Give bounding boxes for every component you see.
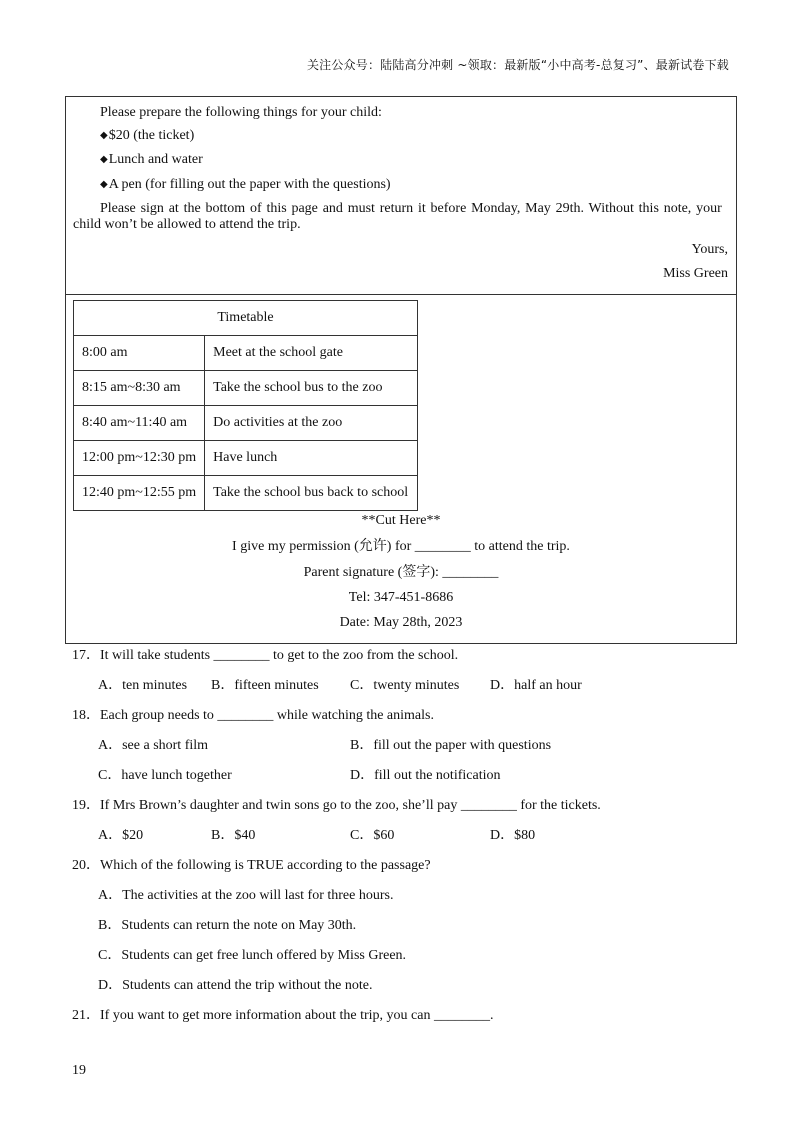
option-19a: A．$20 [98,828,144,843]
option-17a: A．ten minutes [98,678,188,693]
note-box [65,96,737,295]
time-cell: 12:40 pm~12:55 pm [74,476,205,511]
timetable-header-row [74,301,418,336]
question-17-stem: 17．It will take students ________ to get to the zoo from the school. [72,648,459,663]
page-header: 关注公众号：陆陆高分冲刺 ~领取：最新版“小中高考-总复习”、最新试卷下载 [306,58,729,72]
option-18c: C．have lunch together [98,768,232,783]
note-item: ◆Lunch and water [100,152,203,167]
option-17c: C．twenty minutes [350,678,460,693]
option-20b: B．Students can return the note on May 30th. [98,918,357,933]
table-row [74,406,418,441]
table-row [74,441,418,476]
option-20a: A．The activities at the zoo will last for three hours. [98,888,394,903]
table-row [74,476,418,511]
note-closing: Yours, [691,242,728,257]
note-signer: Miss Green [663,266,728,281]
tel-line: Tel: 347-451-8686 [348,590,454,605]
question-18-stem: 18．Each group needs to ________ while watching the animals. [72,708,434,723]
note-paragraph-line1: Please sign at the bottom of this page and must return it before Monday, May 29th. Without this note, your [100,201,722,216]
option-19b: B．$40 [211,828,256,843]
bullet-icon: ◆ [100,154,108,165]
note-paragraph-line2: child won’t be allowed to attend the trip. [73,217,301,232]
table-row [74,371,418,406]
activity-cell: Have lunch [205,441,418,476]
activity-cell: Take the school bus to the zoo [205,371,418,406]
option-19c: C．$60 [350,828,395,843]
signature-line: Parent signature (签字): ________ [303,565,499,580]
time-cell: 8:00 am [74,336,205,371]
page-number: 19 [72,1063,86,1078]
timetable [73,300,418,511]
question-20-stem: 20．Which of the following is TRUE according to the passage? [72,858,431,873]
activity-cell: Meet at the school gate [205,336,418,371]
note-item: ◆$20 (the ticket) [100,128,195,143]
note-item: ◆A pen (for filling out the paper with the questions) [100,177,391,192]
timetable-box [65,294,737,644]
option-20c: C．Students can get free lunch offered by Miss Green. [98,948,407,963]
date-line: Date: May 28th, 2023 [339,615,463,630]
time-cell: 12:00 pm~12:30 pm [74,441,205,476]
option-18a: A．see a short film [98,738,209,753]
question-21-stem: 21．If you want to get more information about the trip, you can ________. [72,1008,494,1023]
cut-here-label: **Cut Here** [361,513,441,528]
activity-cell: Do activities at the zoo [205,406,418,441]
note-intro: Please prepare the following things for your child: [100,105,382,120]
option-18d: D．fill out the notification [350,768,501,783]
timetable-title: Timetable [74,301,418,336]
option-17d: D．half an hour [490,678,582,693]
option-20d: D．Students can attend the trip without the note. [98,978,373,993]
table-row [74,336,418,371]
option-17b: B．fifteen minutes [211,678,319,693]
option-18b: B．fill out the paper with questions [350,738,552,753]
permission-line: I give my permission (允许) for ________ to attend the trip. [232,539,570,554]
time-cell: 8:40 am~11:40 am [74,406,205,441]
question-19-stem: 19．If Mrs Brown’s daughter and twin sons go to the zoo, she’ll pay ________ for the tickets. [72,798,601,813]
option-19d: D．$80 [490,828,536,843]
activity-cell: Take the school bus back to school [205,476,418,511]
bullet-icon: ◆ [100,130,108,141]
time-cell: 8:15 am~8:30 am [74,371,205,406]
bullet-icon: ◆ [100,179,108,190]
